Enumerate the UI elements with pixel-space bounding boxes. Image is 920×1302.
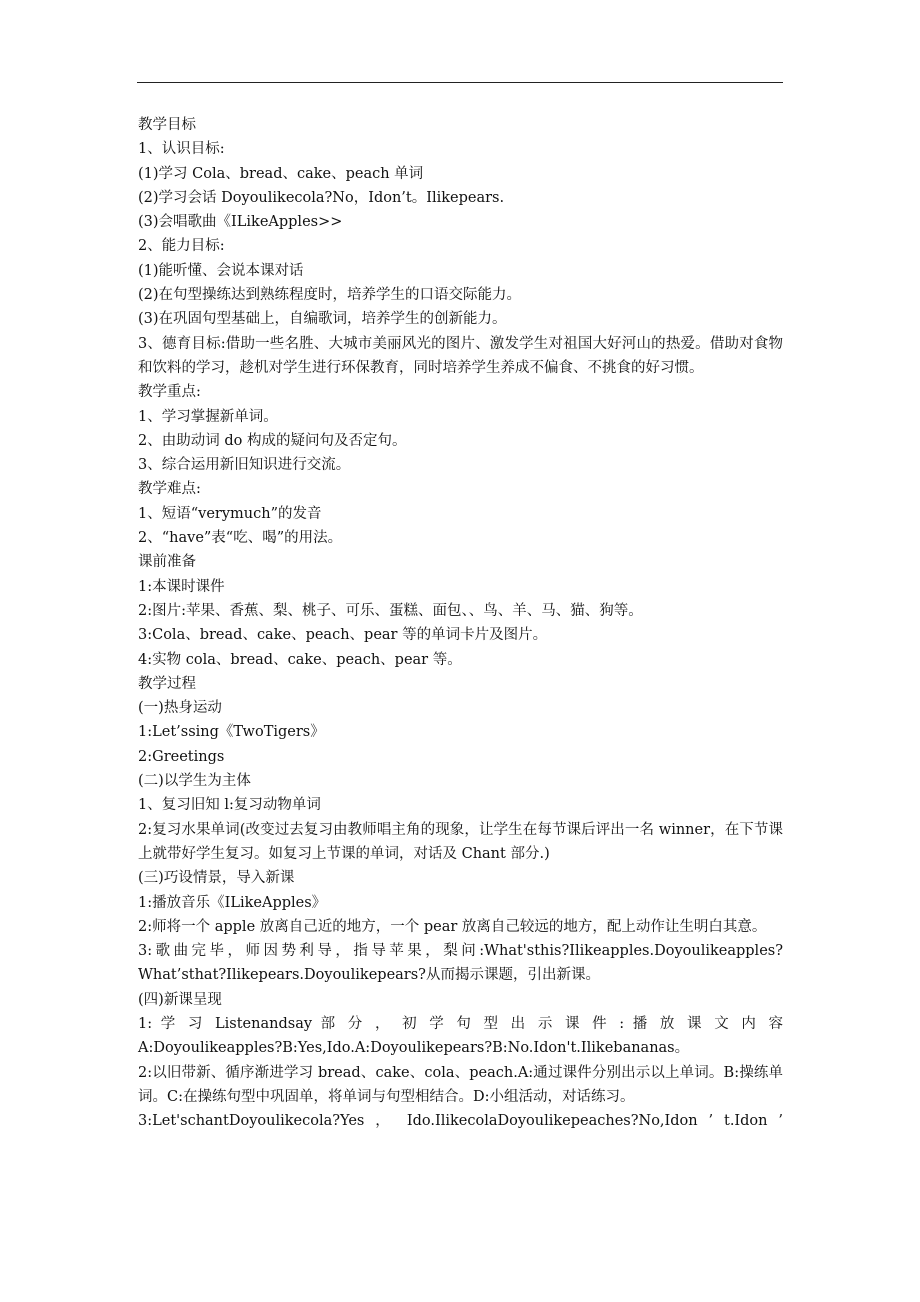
text-line: (2)学习会话 Doyoulikecola?No，Idon’t。Ilikepears.	[138, 189, 505, 206]
text-line: (1)能听懂、会说本课对话	[138, 262, 304, 279]
heading-difficulties: 教学难点:	[138, 481, 201, 498]
paragraph-review-fruit: 2:复习水果单词(改变过去复习由教师唱主角的现象，让学生在每节课后评出一名 winner，在下节课上就带好学生复习。如复习上节课的单词，对话及 Chant 部分.)	[138, 821, 783, 862]
text-line: 4:实物 cola、bread、cake、peach、pear 等。	[138, 651, 462, 668]
text-line: (三)巧设情景，导入新课	[138, 870, 295, 887]
text-line: 1、复习旧知 l:复习动物单词	[138, 797, 321, 814]
text-line: 2、“have”表“吃、喝”的用法。	[138, 530, 343, 547]
paragraph-apple-pear: 2:师将一个 apple 放离自己近的地方，一个 pear 放离自己较远的地方，配上动作让生明白其意。	[138, 918, 767, 935]
text-line: 3:Cola、bread、cake、peach、pear 等的单词卡片及图片。	[138, 627, 548, 644]
text-line: A:Doyoulikeapples?B:Yes,Ido.A:Doyoulikepears?B:No.Idon't.Ilikebananas。	[138, 1040, 690, 1057]
paragraph-song-finish: 3:歌曲完毕，师因势利导，指导苹果，梨问:What'sthis?Ilikeapples.Doyoulikeapples?What’sthat?Ilikepears.Doyoulikepears?从而揭示课题，引出新课。	[138, 943, 783, 984]
paragraph-new-words: 2:以旧带新、循序渐进学习 bread、cake、cola、peach.A:通过课件分别出示以上单词。B:操练单词。C:在操练句型中巩固单，将单词与句型相结合。D:小组活动，对话练习。	[138, 1064, 783, 1105]
text-line: 2:Greetings	[138, 748, 225, 765]
text-line: (一)热身运动	[138, 700, 222, 717]
text-line: (2)在句型操练达到熟练程度时，培养学生的口语交际能力。	[138, 287, 522, 304]
text-line: 2:图片:苹果、香蕉、梨、桃子、可乐、蛋糕、面包、、鸟、羊、马、猫、狗等。	[138, 602, 643, 619]
text-line: 2、能力目标:	[138, 238, 225, 255]
text-line-justified: 3:Let'schantDoyoulikecola?Yes ， Ido.IlikecolaDoyoulikepeaches?No,Idon ’ t.Idon ’	[138, 1113, 783, 1130]
heading-preparation: 课前准备	[138, 554, 196, 571]
text-line: 1、学习掌握新单词。	[138, 408, 278, 425]
header-rule	[137, 82, 783, 83]
heading-teaching-goals: 教学目标	[138, 117, 196, 133]
text-line: (3)在巩固句型基础上，自编歌词，培养学生的创新能力。	[138, 311, 507, 328]
text-line: (1)学习 Cola、bread、cake、peach 单词	[138, 165, 424, 182]
document-body	[138, 113, 783, 1133]
text-line: 1:Let’ssing《TwoTigers》	[138, 724, 325, 741]
text-line: 1、认识目标:	[138, 141, 225, 158]
text-line-justified: 1: 学 习 Listenandsay 部 分 ， 初 学 句 型 出 示 课 件 : 播 放 课 文 内 容	[138, 1015, 783, 1032]
text-line: (3)会唱歌曲《ILikeApples>>	[138, 214, 343, 231]
paragraph-moral-goal: 3、德育目标:借助一些名胜、大城市美丽风光的图片、激发学生对祖国大好河山的热爱。借助对食物和饮料的学习，趁机对学生进行环保教育，同时培养学生养成不偏食、不挑食的好习惯。	[138, 335, 783, 376]
text-line: (四)新课呈现	[138, 991, 222, 1008]
heading-teaching-process: 教学过程	[138, 675, 196, 692]
text-line: 1:播放音乐《ILikeApples》	[138, 894, 327, 911]
text-line: 1、短语“verymuch”的发音	[138, 505, 322, 522]
text-line: (二)以学生为主体	[138, 773, 251, 790]
text-line: 2、由助动词 do 构成的疑问句及否定句。	[138, 432, 407, 449]
heading-key-points: 教学重点:	[138, 384, 201, 401]
text-line: 3、综合运用新旧知识进行交流。	[138, 457, 351, 474]
text-line: 1:本课时课件	[138, 578, 225, 595]
